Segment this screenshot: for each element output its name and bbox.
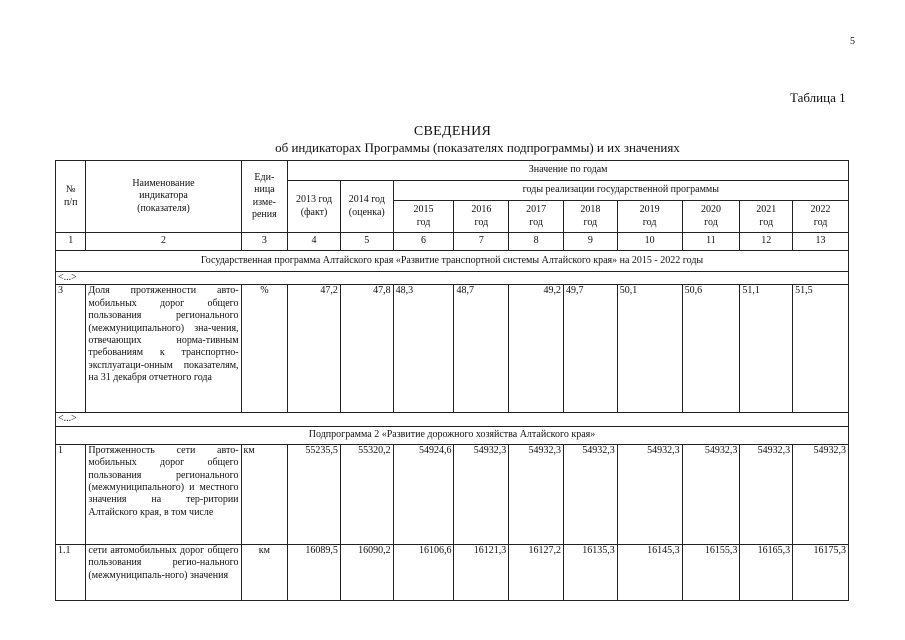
column-number: 7 <box>454 233 509 251</box>
header-values-by-year: Значение по годам <box>288 161 849 181</box>
row-unit: % <box>241 285 288 413</box>
row-value: 54932,3 <box>509 444 564 544</box>
row-value: 54932,3 <box>617 444 682 544</box>
row-value: 48,7 <box>454 285 509 413</box>
column-number: 9 <box>563 233 617 251</box>
document-title: СВЕДЕНИЯ <box>413 124 492 139</box>
section-title: Подпрограмма 2 «Развитие дорожного хозяйства Алтайского края» <box>56 426 849 444</box>
row-value: 54932,3 <box>682 444 740 544</box>
row-value: 16165,3 <box>740 544 793 600</box>
header-program-years: годы реализации государственной программы <box>393 181 848 201</box>
row-value: 47,2 <box>288 285 341 413</box>
header-2014: 2014 год (оценка) <box>340 181 393 233</box>
header-2013: 2013 год (факт) <box>288 181 341 233</box>
row-value: 50,6 <box>682 285 740 413</box>
omitted-rows-marker: <...> <box>56 272 849 285</box>
header-year: 2020 год <box>682 201 740 233</box>
header-year: 2019 год <box>617 201 682 233</box>
column-number: 1 <box>56 233 86 251</box>
row-value: 51,5 <box>793 285 849 413</box>
page-number: 5 <box>850 36 855 47</box>
column-number: 5 <box>340 233 393 251</box>
table-label: Таблица 1 <box>790 90 846 105</box>
column-number: 13 <box>793 233 849 251</box>
row-name: Протяженность сети авто-мобильных дорог общего пользования регионального (межмуниципального) и местного значения на тер-ритории Алтайского края, в том числе <box>86 444 241 544</box>
row-unit: км <box>241 544 288 600</box>
header-unit: Еди- ница изме- рения <box>241 161 288 233</box>
row-num: 1 <box>56 444 86 544</box>
row-value: 16090,2 <box>340 544 393 600</box>
header-num: № п/п <box>56 161 86 233</box>
row-value: 16155,3 <box>682 544 740 600</box>
column-number: 11 <box>682 233 740 251</box>
column-number: 12 <box>740 233 793 251</box>
row-name: Доля протяженности авто-мобильных дорог общего пользования регионального (межмуниципального) зна-чения, отвечающих норма-тивным требованиям к транспортно-эксплуатаци-онным показателям, на 31 декабря отчетного года <box>86 285 241 413</box>
column-number: 8 <box>509 233 564 251</box>
row-value: 16135,3 <box>563 544 617 600</box>
header-name: Наименование индикатора (показателя) <box>86 161 241 233</box>
column-number: 3 <box>241 233 288 251</box>
column-number: 4 <box>288 233 341 251</box>
row-value: 54932,3 <box>793 444 849 544</box>
row-num: 1.1 <box>56 544 86 600</box>
row-unit: км <box>241 444 288 544</box>
row-value: 49,2 <box>509 285 564 413</box>
omitted-rows-marker: <...> <box>56 413 849 426</box>
row-value: 48,3 <box>393 285 454 413</box>
header-year: 2015 год <box>393 201 454 233</box>
row-value: 16121,3 <box>454 544 509 600</box>
row-value: 54932,3 <box>563 444 617 544</box>
column-number: 2 <box>86 233 241 251</box>
header-year: 2022 год <box>793 201 849 233</box>
header-year: 2017 год <box>509 201 564 233</box>
row-value: 50,1 <box>617 285 682 413</box>
document-subtitle: об индикаторах Программы (показателях подпрограммы) и их значениях <box>275 140 680 155</box>
table-row <box>56 544 849 600</box>
header-year: 2021 год <box>740 201 793 233</box>
row-value: 16127,2 <box>509 544 564 600</box>
row-num: 3 <box>56 285 86 413</box>
table-row <box>56 285 849 413</box>
row-value: 55235,5 <box>288 444 341 544</box>
row-value: 16089,5 <box>288 544 341 600</box>
table-row <box>56 444 849 544</box>
column-number: 10 <box>617 233 682 251</box>
row-value: 55320,2 <box>340 444 393 544</box>
row-value: 49,7 <box>563 285 617 413</box>
section-title: Государственная программа Алтайского края «Развитие транспортной системы Алтайского края» на 2015 - 2022 годы <box>56 251 849 272</box>
row-value: 54932,3 <box>740 444 793 544</box>
row-value: 54932,3 <box>454 444 509 544</box>
row-value: 16175,3 <box>793 544 849 600</box>
row-value: 16106,6 <box>393 544 454 600</box>
row-value: 51,1 <box>740 285 793 413</box>
row-value: 47,8 <box>340 285 393 413</box>
row-name: сети автомобильных дорог общего пользования регио-нального (межмуниципаль-ного) значения <box>86 544 241 600</box>
header-year: 2016 год <box>454 201 509 233</box>
indicators-table <box>55 160 849 601</box>
column-number: 6 <box>393 233 454 251</box>
row-value: 54924,6 <box>393 444 454 544</box>
header-year: 2018 год <box>563 201 617 233</box>
row-value: 16145,3 <box>617 544 682 600</box>
column-number-row <box>56 233 849 251</box>
